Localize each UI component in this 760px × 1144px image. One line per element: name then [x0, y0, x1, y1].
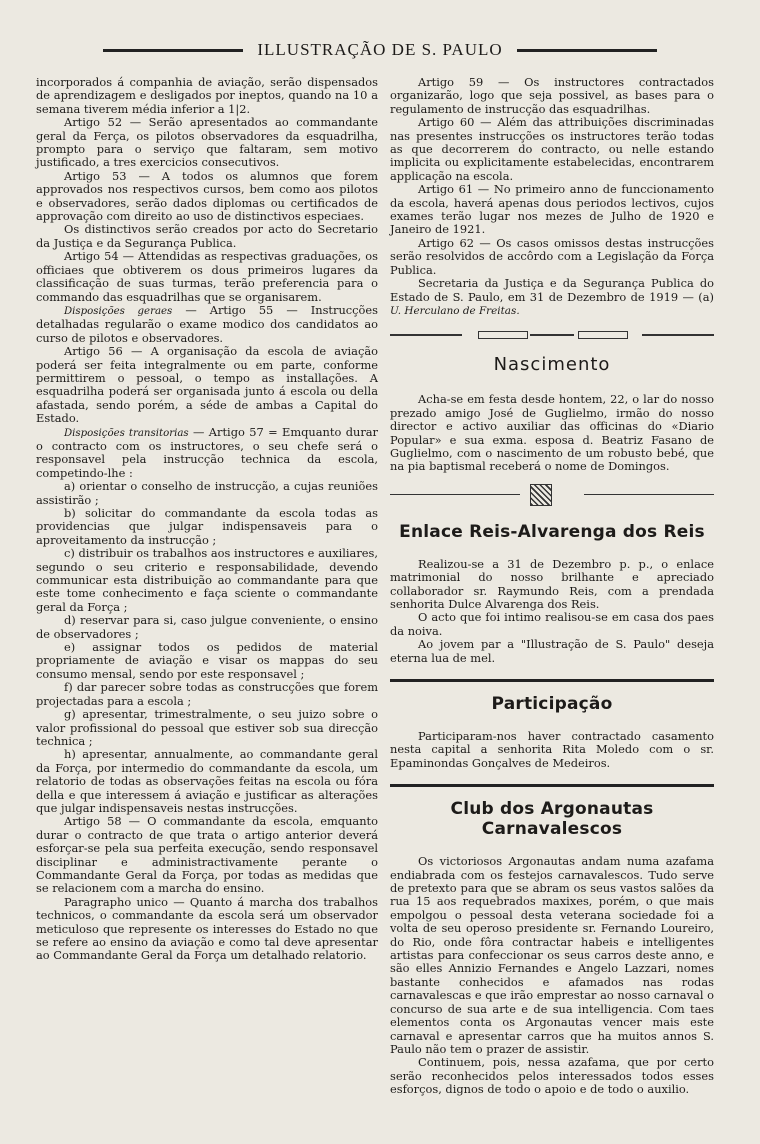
- paragrapho-unico: Paragrapho unico — Quanto á marcha dos trabalhos technicos, o commandante da escola será um observador meticuloso que represente os interesses do Estado no que se refere ao ensino da aviação e como tal deve apresentar ao Commandante Geral da Força um detalhado relatorio.: [36, 894, 378, 963]
- heading-enlace: Enlace Reis-Alvarenga dos Reis: [399, 521, 705, 542]
- article-59: Artigo 59 — Os instructores contractados organizarão, logo que seja possivel, as bases para o regulamento de instrucção das esquadrilhas.: [390, 75, 714, 116]
- article-57: [36, 426, 378, 481]
- paragraph: incorporados á companhia de aviação, serão dispensados de aprendizagem e desligados por ineptos, quando na 10 a semana tiverem média inferior a 1|2.: [36, 75, 378, 116]
- article-55: [36, 304, 378, 345]
- article-55-text: — Artigo 55 — Instrucções detalhadas regularão o exame modico dos candidatos ao curso de pilotos e observadores.: [36, 302, 378, 345]
- magazine-title: ILLUSTRAÇÃO DE S. PAULO: [257, 40, 503, 59]
- list-item-h: h) apresentar, annualmente, ao commandante geral da Força, por intermedio do commandante da escola, um relatorio de todas as observações feitas na escola ou fóra della e que interessem á aviação e justificar as alterações que julgar indispensaveis nestas instrucções.: [36, 747, 378, 815]
- section-divider: [390, 784, 714, 787]
- article-57-text: — Artigo 57 = Emquanto durar o contracto com os instructores, o seu chefe será o responsavel pela instrucção technica da escola, competindo-lhe :: [36, 424, 379, 480]
- article-60: Artigo 60 — Além das attribuições discriminadas nas presentes instrucções os instructores terão todas as que decorrerem do contracto, ou nelle estando implicita ou explicitamente estabelecidas, encontrarem applicação na escola.: [390, 115, 714, 183]
- enlace-paragraph: Ao jovem par a "Illustração de S. Paulo" deseja eterna lua de mel.: [390, 637, 714, 665]
- heading-nascimento: Nascimento: [493, 354, 611, 376]
- header-rule-right: [517, 49, 657, 52]
- heading-participacao: Participação: [491, 694, 613, 714]
- article-53: Artigo 53 — A todos os alumnos que forem approvados nos respectivos cursos, bem como aos pilotos e observadores, serão dados diplomas ou certificados de approvação com direito ao uso de distinctivos especiaes.: [36, 168, 378, 224]
- right-column: [390, 76, 714, 1097]
- section-divider: [390, 679, 714, 682]
- ornamental-separator: [390, 328, 714, 342]
- section-label-disposicoes-transitorias: Disposições transitorias: [64, 427, 189, 439]
- list-item-e: e) assignar todos os pedidos de material propriamente de aviação e visar os mappas do seu consumo mensal, sendo por este responsavel ;: [36, 640, 378, 681]
- enlace-paragraph: Realizou-se a 31 de Dezembro p. p., o enlace matrimonial do nosso brilhante e apreciado collaborador sr. Raymundo Reis, com a prendada senhorita Dulce Alvarenga dos Reis.: [390, 556, 714, 611]
- header-rule-left: [103, 49, 243, 52]
- article-56: Artigo 56 — A organisação da escola de aviação poderá ser feita integralmente ou em parte, conforme permittirem o pessoal, o tempo as installações. A esquadrilha poderá ser organisada junto á escola ou della afastada, sendo porém, a séde de ambas a Capital do Estado.: [36, 344, 378, 426]
- enlace-paragraph: O acto que foi intimo realisou-se em casa dos paes da noiva.: [390, 610, 714, 638]
- block-separator: [390, 484, 714, 506]
- nascimento-text: Acha-se em festa desde hontem, 22, o lar do nosso prezado amigo José de Guglielmo, irmão do nosso director e activo auxiliar das officinas do «Diario Popular» e sua exma. esposa d. Beatriz Fasano de Guglielmo, com o nascimento de um robusto bebé, que na pia baptismal receberá o nome de Domingos.: [390, 392, 714, 474]
- section-label-disposicoes-geraes: Disposições geraes: [64, 305, 173, 317]
- paragraph: Os distinctivos serão creados por acto do Secretario da Justiça e da Segurança Publica.: [36, 222, 378, 250]
- list-item-c: c) distribuir os trabalhos aos instructores e auxiliares, segundo o seu criterio e responsabilidade, devendo communicar esta distribuição ao commandante para que este tome conhecimento e faça sciente o commandante geral da Força ;: [36, 546, 378, 614]
- article-52: Artigo 52 — Serão apresentados ao commandante geral da Ferça, os pilotos observadores da esquadrilha, prompto para o serviço que faltaram, sem motivo justificado, a tres exercicios consecutivos.: [36, 115, 378, 170]
- list-item-g: g) apresentar, trimestralmente, o seu juizo sobre o valor profissional do pessoal que estiver sob sua direcção technica ;: [36, 707, 378, 748]
- participacao-text: Participaram-nos haver contractado casamento nesta capital a senhorita Rita Moledo com o sr. Epaminondas Gonçalves de Medeiros.: [390, 729, 714, 770]
- heading-club-argonautas: Club dos Argonautas Carnavalescos: [450, 799, 654, 840]
- article-58: Artigo 58 — O commandante da escola, emquanto durar o contracto de que trata o artigo anterior deverá esforçar-se pela sua perfeita execução, sendo responsavel disciplinar e administractivamente perante o Commandante Geral da Força, por todas as medidas que se relacionem com a marcha do ensino.: [36, 814, 378, 896]
- list-item-b: b) solicitar do commandante da escola todas as providencias que julgar indispensaveis para o aproveitamento da instrucção ;: [36, 506, 378, 547]
- signature-name: U. Herculano de Freitas.: [390, 304, 520, 317]
- signature-block: [390, 277, 714, 318]
- club-paragraph: Continuem, pois, nessa azafama, que por certo serão reconhecidos pelos interessados todos esses esforços, dignos de todo o apoio e de todo o auxilio.: [390, 1055, 714, 1097]
- club-paragraph: Os victoriosos Argonautas andam numa azafama endiabrada com os festejos carnavalescos. Tudo serve de pretexto para que se abram os seus vastos salões da rua 15 aos requebrados maxixes, porém, o que mais empolgou o pessoal desta veterana sociedade foi a volta de seu operoso presidente sr. Fernando Loureiro, do Rio, onde fôra contractar habeis e intelligentes artistas para confeccionar os seus carros deste anno, e são elles Annizio Fernandes e Angelo Lazzari, nomes bastante conhecidos e afamados nas rodas carnavalescas e que irão emprestar ao nosso carnaval o concurso de sua arte e de sua intelligencia. Com taes elementos conta os Argonautas vencer mais este carnaval e apresentar carros que ha muitos annos S. Paulo não tem o prazer de assistir.: [390, 854, 714, 1056]
- list-item-a: a) orientar o conselho de instrucção, a cujas reuniões assistirão ;: [36, 479, 378, 507]
- article-62: Artigo 62 — Os casos omissos destas instrucções serão resolvidos de accôrdo com a Legislação da Força Publica.: [390, 235, 714, 277]
- list-item-f: f) dar parecer sobre todas as construcções que forem projectadas para a escola ;: [36, 680, 378, 708]
- article-61: Artigo 61 — No primeiro anno de funccionamento da escola, haverá apenas dous periodos lectivos, cujos exames terão lugar nos mezes de Julho de 1920 e Janeiro de 1921.: [390, 182, 714, 237]
- page-header: [0, 38, 760, 62]
- article-54: Artigo 54 — Attendidas as respectivas graduações, os officiaes que obtiverem os dous primeiros lugares da classificação de suas turmas, terão preferencia para o commando das esquadrilhas que se organisarem.: [36, 249, 378, 304]
- left-column: [36, 76, 378, 963]
- ornament-icon: [530, 484, 552, 506]
- list-item-d: d) reservar para si, caso julgue conveniente, o ensino de observadores ;: [36, 613, 378, 641]
- signature-text: Secretaria da Justiça e da Segurança Publica do Estado de S. Paulo, em 31 de Dezembro de 1919 — (a): [390, 276, 714, 304]
